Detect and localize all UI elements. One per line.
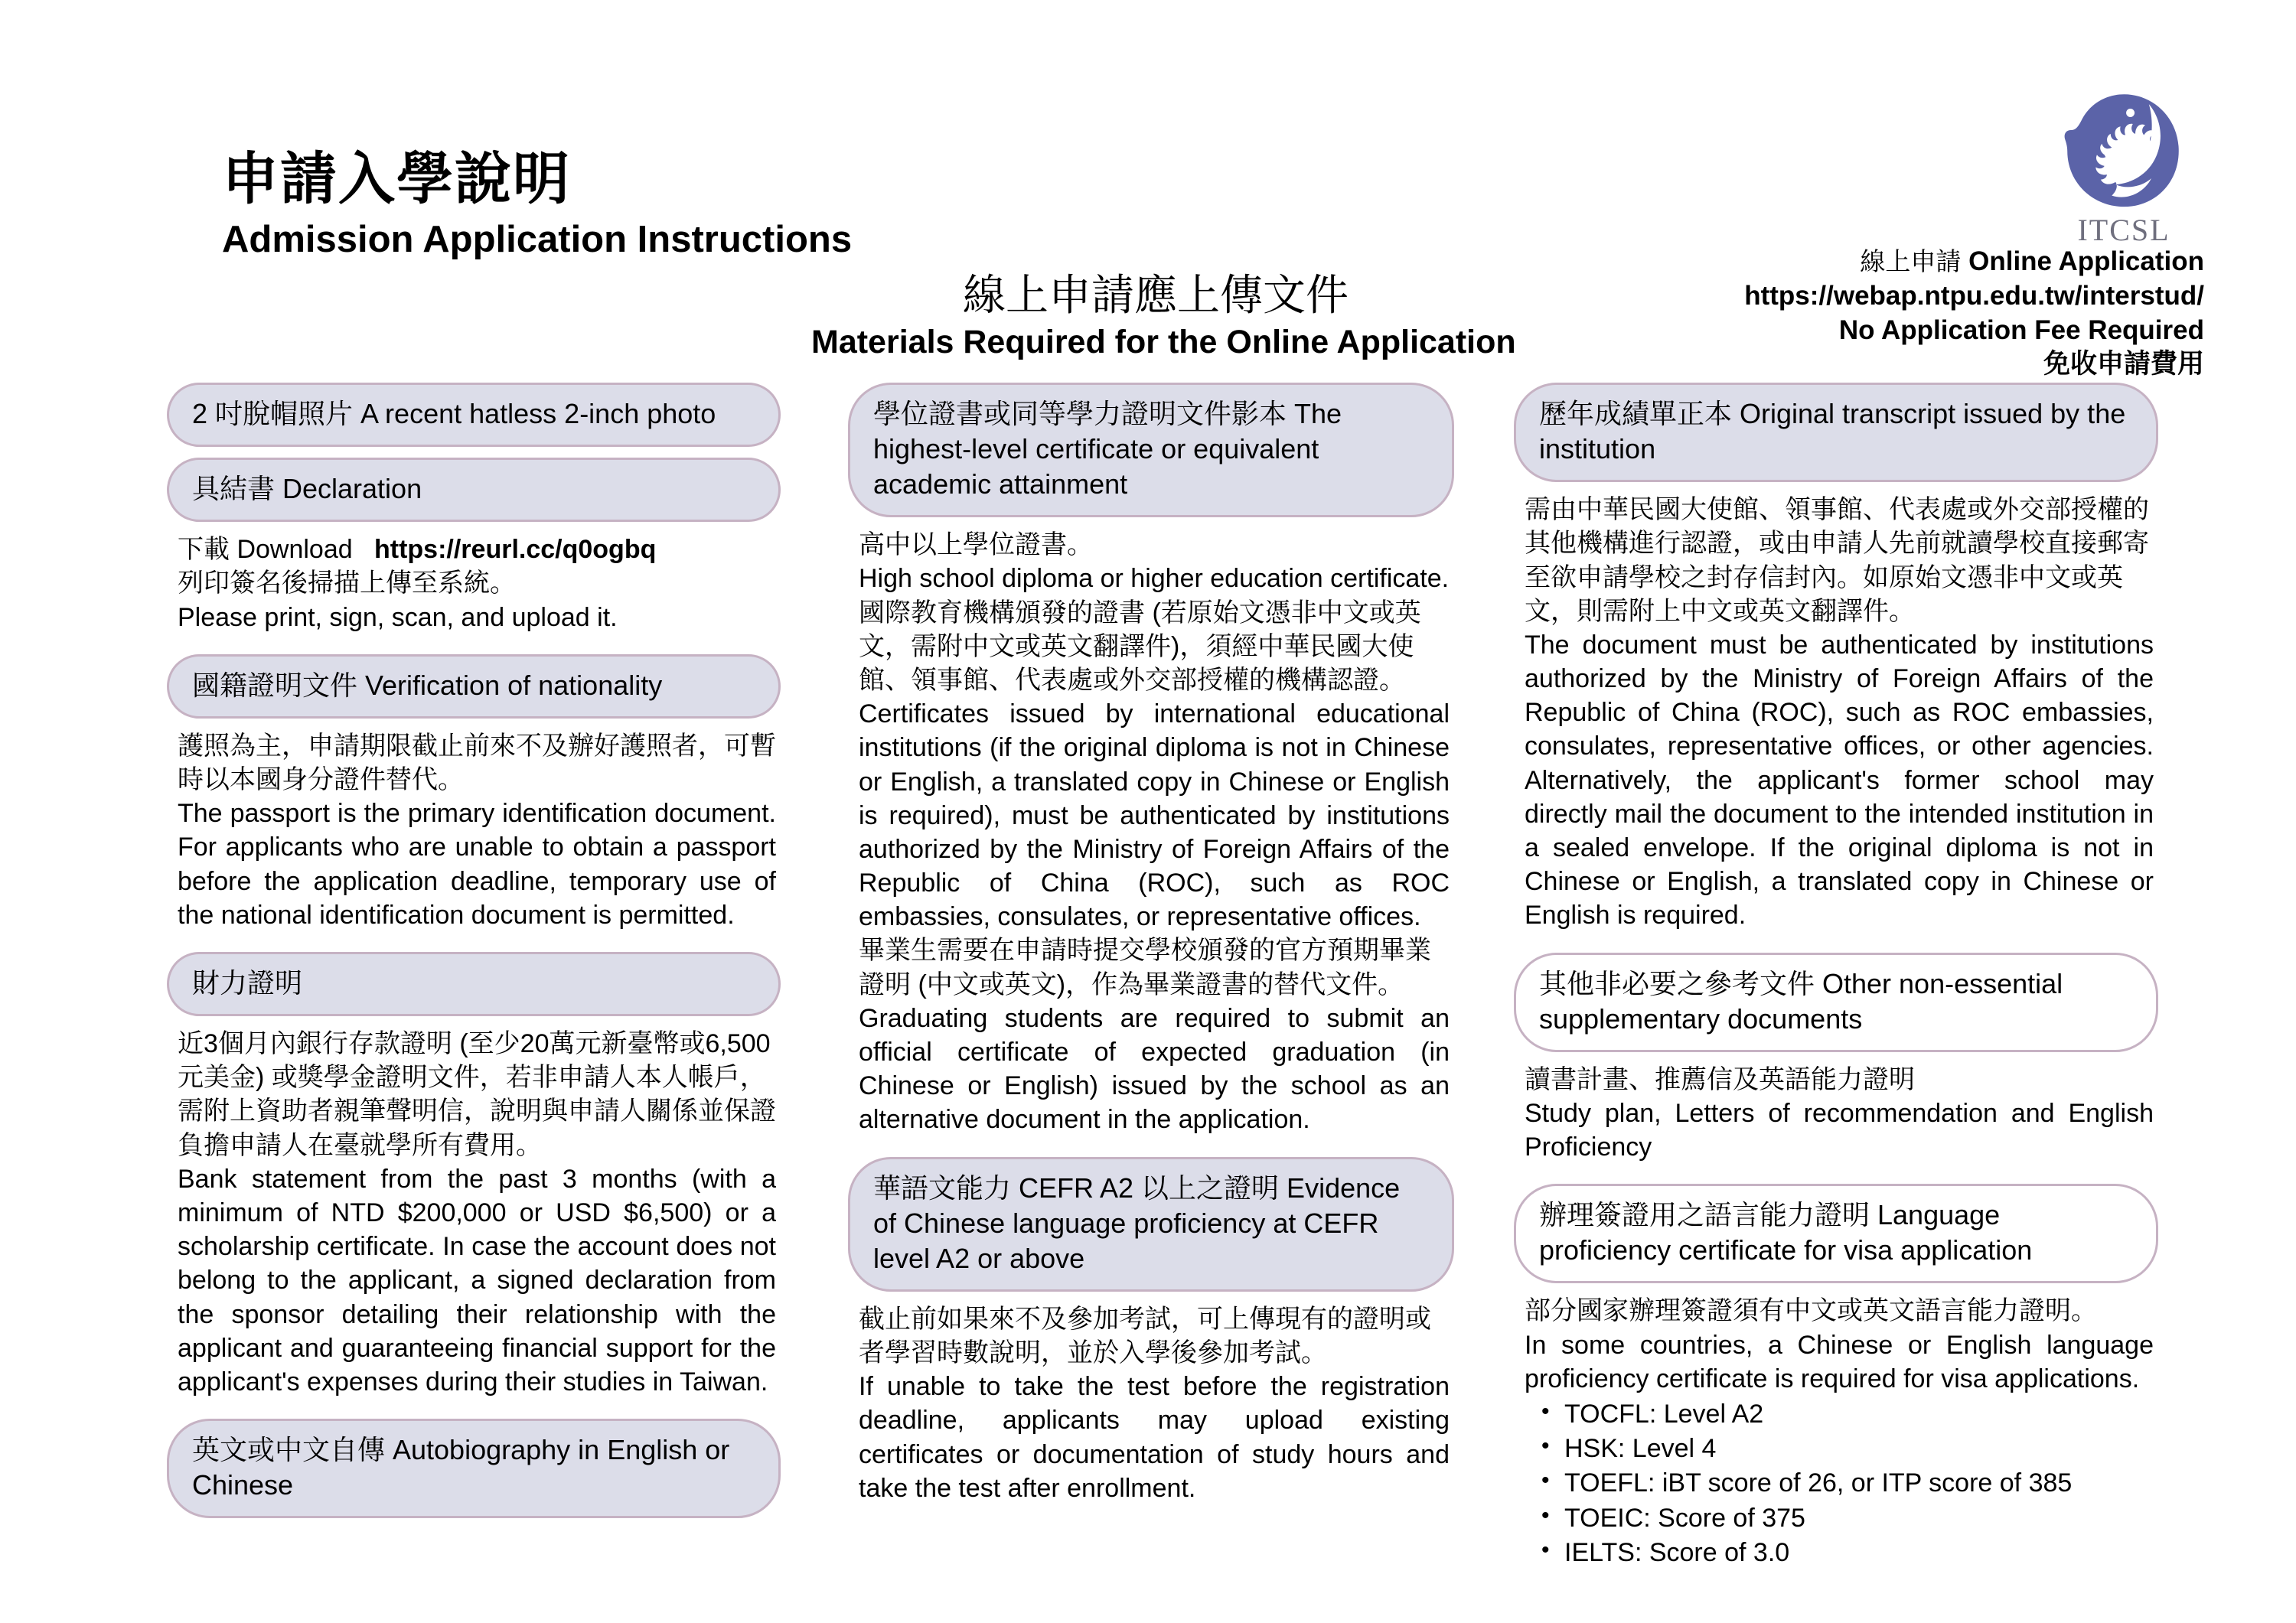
requirement-pill [167, 1419, 781, 1518]
requirement-pill-label: 歷年成績單正本 Original transcript issued by the institution [1539, 398, 2126, 465]
description-chinese: 高中以上學位證書。 [859, 530, 1093, 560]
description-chinese: 截止前如果來不及參加考試，可上傳現有的證明或者學習時數說明，並於入學後參加考試。 [859, 1304, 1431, 1368]
description-chinese: 國際教育機構頒發的證書 (若原始文憑非中文或英文，需附中文或英文翻譯件)，須經中華民國大使館、領事館、代表處或外交部授權的機構認證。 [859, 598, 1421, 695]
requirement-pill-label: 辦理簽證用之語言能力證明 Language proficiency certificate for visa application [1539, 1199, 2033, 1266]
description-english: Certificates issued by international educational institutions (if the original diploma is not in Chinese or English, a translated copy in Chinese or English is required), must be authenticated by institutions authorized by the Ministry of Foreign Affairs of the Republic of China (ROC), such as ROC embassies, consulates, or representative offices. [859, 699, 1450, 932]
description-english: The document must be authenticated by institutions authorized by the Ministry of Foreign Affairs of the Republic of China (ROC), such as ROC embassies, consulates, representative offices, or other agencies. Alternatively, the applicant's former school may directly mail the document to the intended institution in a sealed envelope. If the original diploma is not in Chinese or English, a translated copy in Chinese or English is required. [1525, 630, 2154, 930]
requirement-pill [1514, 1184, 2158, 1283]
description-english: High school diploma or higher education certificate. [859, 564, 1450, 594]
list-item: • TOCFL: Level A2 [1564, 1397, 2154, 1432]
description-chinese: 部分國家辦理簽證須有中文或英文語言能力證明。 [1525, 1296, 2097, 1326]
column-right [1514, 383, 2158, 1590]
list-item: • TOEIC: Score of 375 [1564, 1501, 2154, 1536]
itcsl-logo [2043, 92, 2204, 248]
itcsl-emblem-icon [2061, 92, 2187, 210]
column-middle [848, 383, 1454, 1525]
requirement-pill-label: 具結書 Declaration [192, 473, 422, 505]
no-fee-notice-english: No Application Fee Required [1838, 314, 2204, 345]
document-header [0, 0, 2296, 380]
download-url[interactable]: https://reurl.cc/q0ogbq [374, 535, 657, 565]
description-chinese: 畢業生需要在申請時提交學校頒發的官方預期畢業證明 (中文或英文)，作為畢業證書的替代文件。 [859, 936, 1431, 999]
requirement-description [1525, 1294, 2158, 1570]
description-chinese: 近3個月內銀行存款證明 (至少20萬元新臺幣或6,500元美金) 或獎學金證明文件，若非申請人本人帳戶，需附上資助者親筆聲明信，說明與申請人關係並保證負擔申請人在臺就學所有費用。 [178, 1029, 776, 1160]
requirement-description [178, 1027, 781, 1399]
online-application-info [1362, 245, 2204, 382]
requirement-pill [1514, 953, 2158, 1052]
description-chinese: 讀書計畫、推薦信及英語能力證明 [1525, 1064, 1915, 1094]
description-english: The passport is the primary identification document. For applicants who are unable to obtain a passport before the application deadline, temporary use of the national identification document is permitted. [178, 799, 776, 930]
requirement-pill [848, 1157, 1454, 1292]
online-application-url[interactable]: https://webap.ntpu.edu.tw/interstud/ [1744, 280, 2204, 311]
section-heading-chinese: 線上申請應上傳文件 [963, 271, 1349, 319]
requirement-description [178, 533, 781, 634]
requirement-pill [167, 458, 781, 522]
list-item: • HSK: Level 4 [1564, 1432, 2154, 1466]
requirement-description [1525, 493, 2158, 932]
requirement-description [1525, 1063, 2158, 1165]
logo-wordmark: ITCSL [2077, 213, 2170, 247]
requirement-description [859, 1302, 1454, 1505]
language-score-list [1525, 1397, 2154, 1570]
requirement-pill-label: 其他非必要之參考文件 Other non-essential supplementary documents [1539, 967, 2063, 1035]
requirement-description [859, 528, 1454, 1136]
description-english: If unable to take the test before the registration deadline, applicants may upload existing certificates or documentation of study hours and take the test after enrollment. [859, 1372, 1450, 1503]
description-english: Please print, sign, scan, and upload it. [178, 602, 618, 632]
requirement-pill [167, 952, 781, 1016]
requirement-pill-label: 華語文能力 CEFR A2 以上之證明 Evidence of Chinese language proficiency at CEFR level A2 or above [873, 1172, 1401, 1274]
description-english: Bank statement from the past 3 months (with a minimum of NTD $200,000 or USD $6,500) or a scholarship certificate. In case the account does not belong to the applicant, a signed declaration from the sponsor detailing their relationship with the applicant and guaranteeing financial support for the applicant's expenses during their studies in Taiwan. [178, 1164, 776, 1396]
requirement-pill [167, 654, 781, 719]
section-heading-english: Materials Required for the Online Application [811, 323, 1516, 360]
description-english: Study plan, Letters of recommendation and English Proficiency [1525, 1098, 2154, 1162]
requirement-description [178, 729, 781, 932]
online-application-label-english: Online Application [1968, 246, 2204, 276]
description-english: Graduating students are required to submit an official certificate of expected graduation (in Chinese or English) issued by the school as an alternative document in the application. [859, 1003, 1450, 1135]
download-line [178, 533, 776, 566]
description-chinese: 列印簽名後掃描上傳至系統。 [178, 569, 516, 598]
requirement-pill-label: 2 吋脫帽照片 A recent hatless 2-inch photo [192, 398, 716, 429]
description-english: In some countries, a Chinese or English language proficiency certificate is required for visa applications. [1525, 1330, 2154, 1393]
download-label: 下載 Download [178, 535, 353, 565]
online-application-label-chinese: 線上申請 [1860, 247, 1962, 275]
page-title-english: Admission Application Instructions [222, 218, 853, 260]
description-chinese: 護照為主，申請期限截止前來不及辦好護照者，可暫時以本國身分證件替代。 [178, 731, 776, 794]
requirement-pill-label: 國籍證明文件 Verification of nationality [192, 669, 663, 701]
requirement-pill-label: 英文或中文自傳 Autobiography in English or Chinese [192, 1434, 730, 1501]
column-left [167, 383, 781, 1529]
page-title-chinese: 申請入學說明 [222, 147, 571, 210]
title-block [222, 149, 1064, 261]
no-fee-notice-chinese: 免收申請費用 [2043, 349, 2204, 380]
description-chinese: 需由中華民國大使館、領事館、代表處或外交部授權的其他機構進行認證，或由申請人先前就讀學校直接郵寄至欲申請學校之封存信封內。如原始文憑非中文或英文，則需附上中文或英文翻譯件。 [1525, 495, 2149, 626]
list-item: • IELTS: Score of 3.0 [1564, 1536, 2154, 1570]
online-application-label [1362, 245, 2204, 279]
requirement-pill [167, 383, 781, 447]
requirement-pill [1514, 383, 2158, 482]
requirement-pill [848, 383, 1454, 517]
list-item: • TOEFL: iBT score of 26, or ITP score of 385 [1564, 1466, 2154, 1501]
requirement-pill-label: 財力證明 [192, 966, 303, 999]
requirement-pill-label: 學位證書或同等學力證明文件影本 The highest-level certificate or equivalent academic attainment [873, 398, 1342, 500]
